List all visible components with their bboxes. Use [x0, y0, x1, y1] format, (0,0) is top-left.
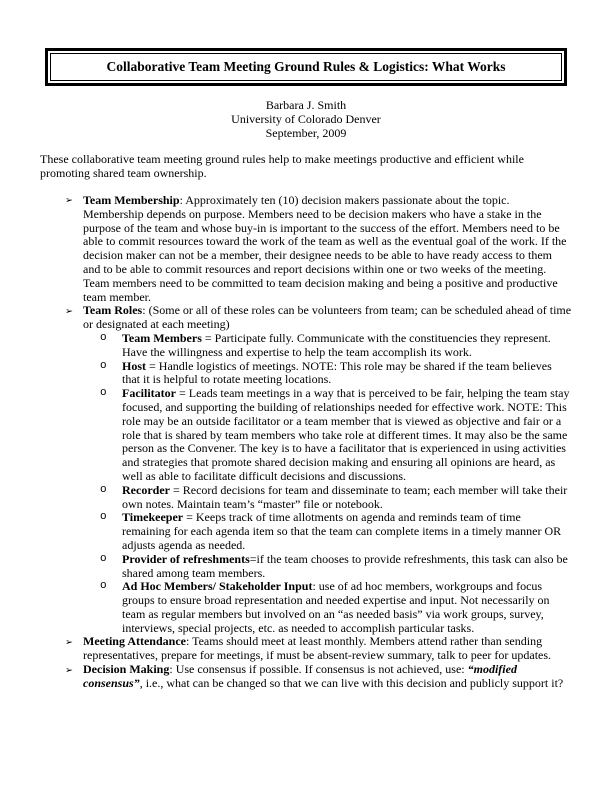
section-text: Use consensus if possible. If consensus is not achieved, use: [175, 662, 468, 677]
role-label: Host [122, 358, 146, 373]
role-separator: = [175, 386, 189, 401]
list-item-role-recorder [40, 484, 572, 512]
role-label: Timekeeper [122, 510, 184, 525]
role-text: Participate fully. Communicate with the constituencies they represent. Have the willingness and expertise to help the team accomplish its work. [122, 330, 551, 359]
section-separator: : [179, 192, 186, 207]
role-label: Recorder [122, 482, 170, 497]
list-item-role-team-members [40, 332, 572, 360]
role-label: Ad Hoc Members/ Stakeholder Input [122, 579, 313, 594]
section-label: Team Roles [83, 303, 143, 318]
list-item-role-host [40, 360, 572, 388]
circle-bullet-icon: o [100, 331, 107, 344]
circle-bullet-icon: o [100, 387, 107, 400]
list-item-decision-making [40, 663, 572, 691]
section-separator: : [142, 303, 149, 318]
circle-bullet-icon: o [100, 580, 107, 593]
role-text: Record decisions for team and disseminate to team; each member will take their own notes. Maintain team’s “master” file or notebook. [122, 482, 568, 511]
section-label: Meeting Attendance [83, 634, 186, 649]
list-item-team-membership [40, 194, 572, 304]
list-item-meeting-attendance [40, 635, 572, 663]
role-text: Keeps track of time allotments on agenda and reminds team of time remaining for each agenda item so that the team can complete items in a timely manner OR adjusts agenda as needed. [122, 510, 562, 552]
circle-bullet-icon: o [100, 552, 107, 565]
emphasized-term: “modified consensus” [83, 662, 517, 690]
role-text: if the team chooses to provide refreshments, this task can also be shared among team members. [122, 551, 568, 580]
list-item-role-timekeeper [40, 511, 572, 552]
section-separator: : [169, 662, 176, 677]
role-label: Facilitator [122, 386, 176, 401]
role-text: Leads team meetings in a way that is perceived to be fair, helping the team stay focused, and supporting the building of relationships needed for effective work. NOTE: This role may be an outside facilitator or a team member that is viewed as objective and fair or a role that is shared by team members who take role at different times. It may also be the same person as the Convener. The key is to have a facilitator that is experienced in using activities and strategies that promote shared decision making and ensuring all opinions are heard, as well as able to facilitate difficult decisions and discussions. [122, 386, 570, 483]
circle-bullet-icon: o [100, 483, 107, 496]
page-title: Collaborative Team Meeting Ground Rules & Logistics: What Works [50, 53, 562, 81]
title-box [45, 48, 567, 86]
arrow-bullet-icon: ➢ [65, 636, 73, 648]
circle-bullet-icon: o [100, 511, 107, 524]
role-label: Provider of refreshments [122, 551, 250, 566]
role-separator: = [201, 330, 215, 345]
author-affiliation: University of Colorado Denver [231, 111, 381, 126]
role-label: Team Members [122, 330, 202, 345]
list-item-role-facilitator [40, 387, 572, 484]
author-block [40, 99, 572, 140]
bullet-list [40, 194, 572, 691]
arrow-bullet-icon: ➢ [65, 664, 73, 676]
list-item-role-ad-hoc [40, 580, 572, 635]
role-separator: : [312, 579, 319, 594]
role-separator: = [146, 358, 159, 373]
section-label: Decision Making [83, 662, 170, 677]
section-separator: : [185, 634, 193, 649]
role-text: use of ad hoc members, workgroups and focus groups to ensure broad representation and needed expertise and input. Not necessarily on team as regular members but involved on an “as needed basis” via work groups, survey, interviews, special projects, etc. as needed to accomplish particular tasks. [122, 579, 550, 635]
role-text: Handle logistics of meetings. NOTE: This role may be shared if the team believes that it is helpful to rotate meeting locations. [122, 358, 552, 387]
role-separator: = [183, 510, 196, 525]
circle-bullet-icon: o [100, 359, 107, 372]
section-text: Approximately ten (10) decision makers passionate about the topic. Membership depends on purpose. Members need to be decision makers who have a stake in the purpose of the team and whose buy-in is important to the success of the effort. Members need to be able to commit resources toward the work of the team as well as the eventual goal of the work. If the decision maker can not be a member, their designee needs to be able to have ready access to them and to be able to commit resources and report decisions within one or two weeks of the meeting. Team members need to be committed to team decision making and being a positive and productive team member. [83, 192, 567, 304]
section-label: Team Membership [83, 192, 180, 207]
author-name: Barbara J. Smith [265, 98, 347, 112]
arrow-bullet-icon: ➢ [65, 305, 73, 317]
author-date: September, 2009 [265, 125, 347, 140]
role-separator: = [249, 551, 257, 566]
section-text: , i.e., what can be changed so that we can live with this decision and publicly support it? [139, 675, 564, 690]
arrow-bullet-icon: ➢ [65, 195, 73, 207]
intro-paragraph: These collaborative team meeting ground rules help to make meetings productive and efficient while promoting shared team ownership. [40, 152, 524, 181]
role-separator: = [169, 482, 183, 497]
list-item-team-roles [40, 304, 572, 332]
list-item-role-refreshments [40, 553, 572, 581]
section-text: Teams should meet at least monthly. Members attend rather than sending representatives, prepare for meetings, if must be absent-review summary, talk to peer for updates. [83, 634, 552, 663]
section-text: (Some or all of these roles can be volunteers from team; can be scheduled ahead of time or designated at each meeting) [83, 303, 572, 332]
